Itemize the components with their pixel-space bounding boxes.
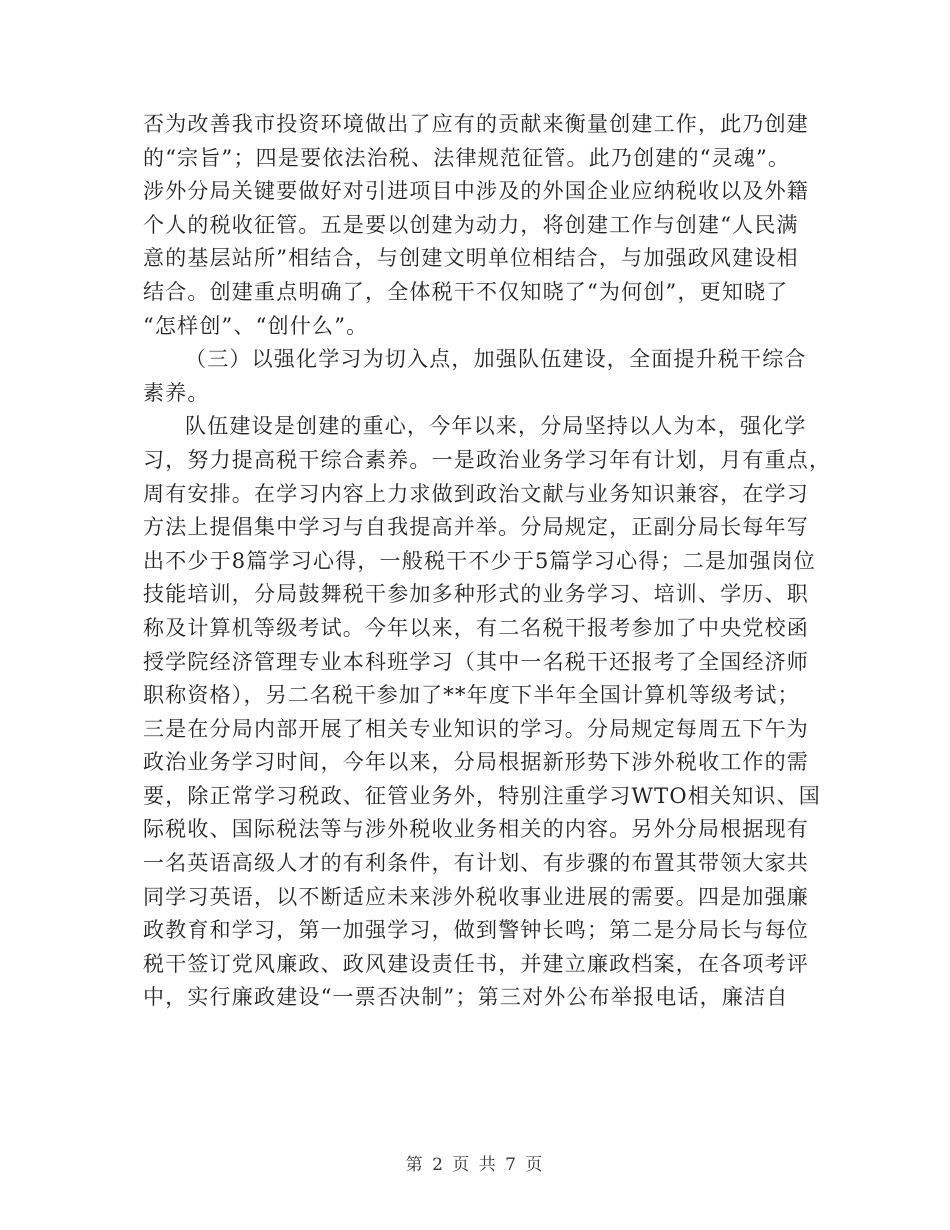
text-line: 意的基层站所”相结合，与创建文明单位相结合，与加强政风建设相 [143,246,799,271]
text-line: 方法上提倡集中学习与自我提高并举。分局规定，正副分局长每年写 [143,515,809,540]
text-line: 同学习英语，以不断适应未来涉外税收事业进展的需要。四是加强廉 [143,884,809,909]
text-line: 政教育和学习，第一加强学习，做到警钟长鸣；第二是分局长与每位 [143,918,809,943]
text-line: 结合。创建重点明确了，全体税干不仅知晓了“为何创”，更知晓了 [143,279,789,304]
section-heading-line: 素养。 [143,380,210,405]
section-heading-line: （三）以强化学习为切入点，加强队伍建设，全面提升税干综合 [185,347,807,372]
text-line: 一名英语高级人才的有利条件，有计划、有步骤的布置其带领大家共 [143,851,809,876]
text-line: 称及计算机等级考试。今年以来，有二名税干报考参加了中央党校函 [143,615,809,640]
text-line: 职称资格），另二名税干参加了**年度下半年全国计算机等级考试； [143,683,800,708]
text-line: 中，实行廉政建设“一票否决制”；第三对外公布举报电话，廉洁自 [143,985,789,1010]
text-line: “怎样创”、“创什么”。 [143,313,369,338]
text-line: 习，努力提高税干综合素养。一是政治业务学习年有计划，月有重点， [143,447,832,472]
text-line: 否为改善我市投资环境做出了应有的贡献来衡量创建工作，此乃创建 [143,112,809,136]
document-body [143,108,832,1015]
text-line: 周有安排。在学习内容上力求做到政治文献与业务知识兼容，在学习 [143,481,809,506]
text-line: 税干签订党风廉政、政风建设责任书，并建立廉政档案，在各项考评 [143,951,809,976]
text-line: 的“宗旨”；四是要依法治税、法律规范征管。此乃创建的“灵魂”。 [143,145,791,170]
text-line: 涉外分局关键要做好对引进项目中涉及的外国企业应纳税收以及外籍 [143,179,809,204]
text-line: 际税收、国际税法等与涉外税收业务相关的内容。另外分局根据现有 [143,817,809,842]
page-number-footer: 第 2 页 共 7 页 [405,1155,545,1175]
text-line: 队伍建设是创建的重心，今年以来，分局坚持以人为本，强化学 [185,414,807,439]
text-line: 出不少于8篇学习心得，一般税干不少于5篇学习心得；二是加强岗位 [143,548,816,573]
text-line: 政治业务学习时间，今年以来，分局根据新形势下涉外税收工作的需 [143,750,809,775]
text-line: 三是在分局内部开展了相关专业知识的学习。分局规定每周五下午为 [143,716,809,741]
text-line: 个人的税收征管。五是要以创建为动力，将创建工作与创建“人民满 [143,212,799,237]
text-line: 授学院经济管理专业本科班学习（其中一名税干还报考了全国经济师 [143,649,809,674]
text-line: 要，除正常学习税政、征管业务外，特别注重学习WTO相关知识、国 [143,783,822,808]
text-line: 技能培训，分局鼓舞税干参加多种形式的业务学习、培训、学历、职 [143,582,809,607]
